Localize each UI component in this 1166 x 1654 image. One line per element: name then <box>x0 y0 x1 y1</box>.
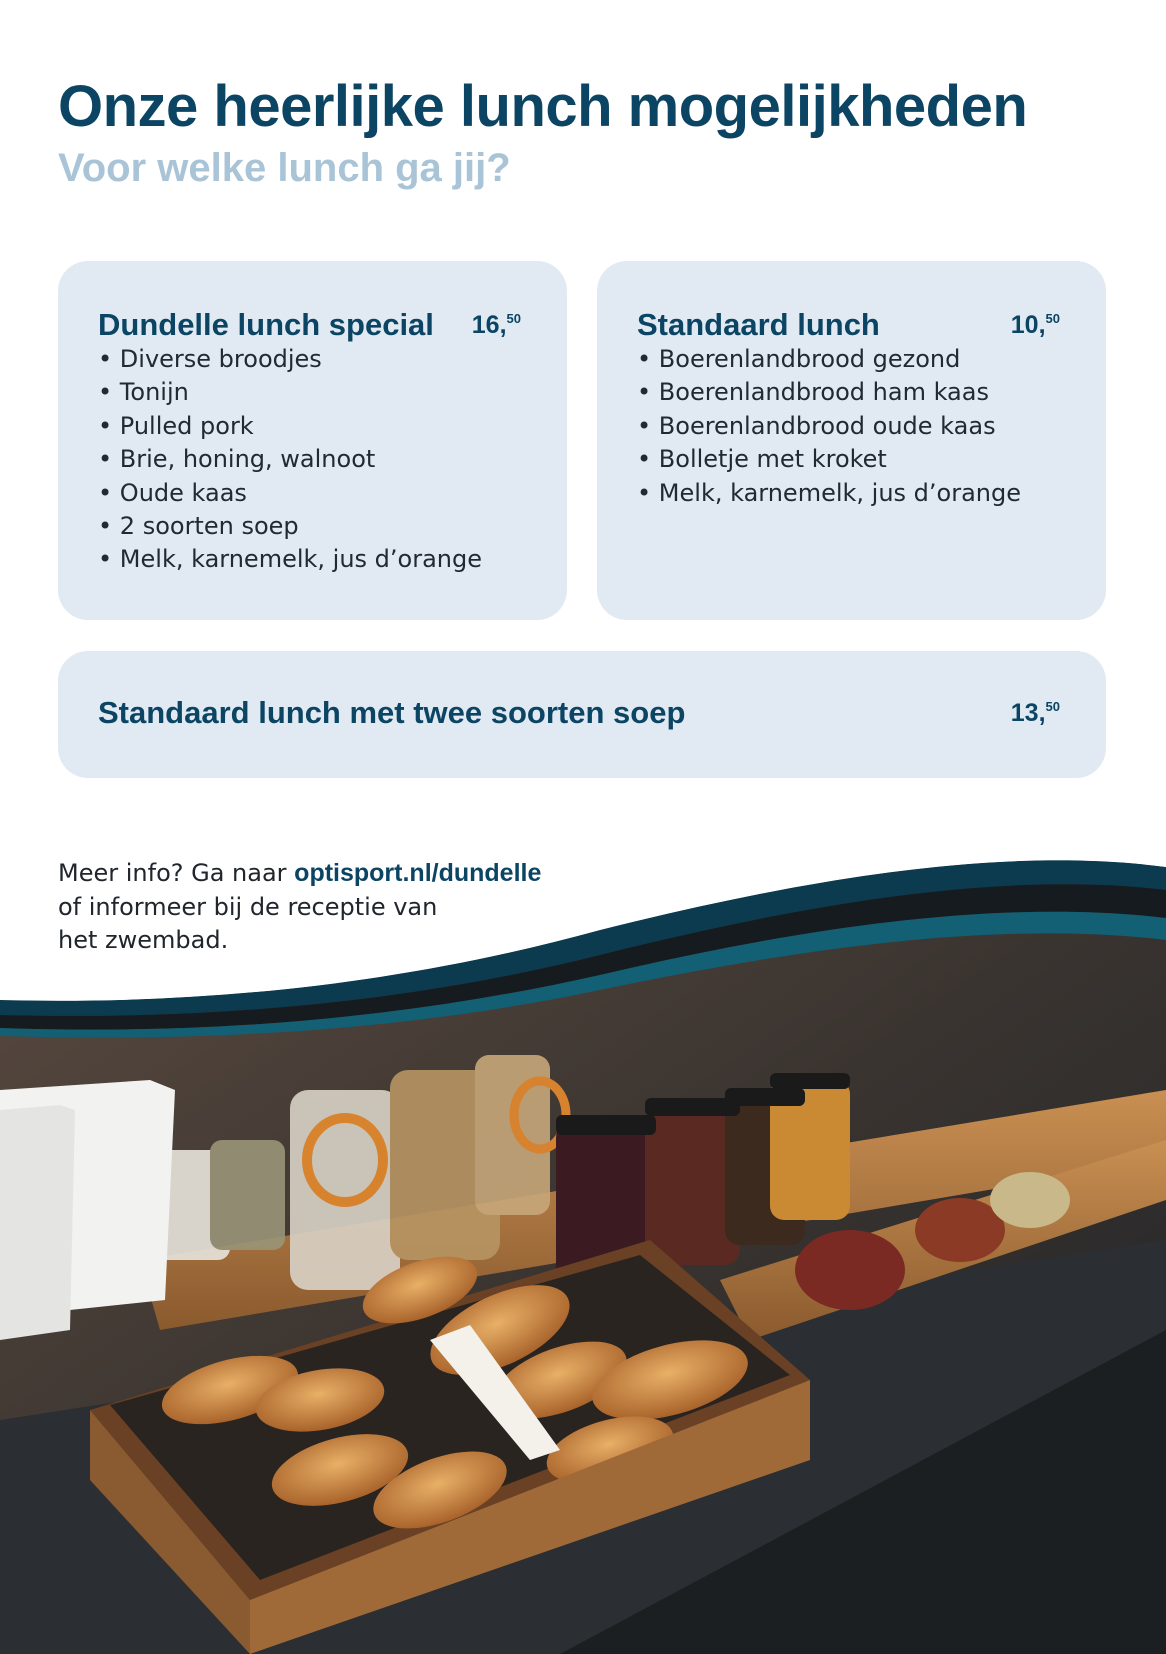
list-item: • Bolletje met kroket <box>637 443 1021 476</box>
info-text <box>58 857 541 958</box>
list-item: • Pulled pork <box>98 410 482 443</box>
list-item: • Boerenlandbrood ham kaas <box>637 376 1021 409</box>
list-item: • Tonijn <box>98 376 482 409</box>
website-link[interactable]: optisport.nl/dundelle <box>294 859 542 887</box>
list-item: • Boerenlandbrood gezond <box>637 343 1021 376</box>
page-title: Onze heerlijke lunch mogelijkheden <box>58 74 1028 139</box>
card-header <box>637 303 1060 347</box>
card-header <box>98 691 1060 735</box>
card-title: Dundelle lunch special <box>98 307 434 342</box>
lunch-card-soup <box>58 651 1106 778</box>
card-title: Standaard lunch met twee soorten soep <box>98 695 686 730</box>
price-cents: 50 <box>1045 699 1060 714</box>
price-main: 10, <box>1010 311 1046 339</box>
list-item: • Boerenlandbrood oude kaas <box>637 410 1021 443</box>
list-item: • Brie, honing, walnoot <box>98 443 482 476</box>
info-line-3: het zwembad. <box>58 926 229 954</box>
list-item: • Melk, karnemelk, jus d’orange <box>98 543 482 576</box>
list-item: • 2 soorten soep <box>98 510 482 543</box>
info-line-2: of informeer bij de receptie van <box>58 892 438 921</box>
breakfast-buffet-photo <box>0 860 1166 1654</box>
card-header <box>98 303 521 347</box>
info-prefix: Meer info? Ga naar <box>58 859 295 887</box>
list-item: • Melk, karnemelk, jus d’orange <box>637 477 1021 510</box>
price-cents: 50 <box>506 311 521 326</box>
price <box>1011 691 1060 739</box>
price-main: 13, <box>1010 699 1046 727</box>
list-item: • Oude kaas <box>98 477 482 510</box>
lunch-card-standard <box>597 261 1106 620</box>
list-item: • Diverse broodjes <box>98 343 482 376</box>
item-list <box>637 343 1021 510</box>
lunch-card-special <box>58 261 567 620</box>
item-list <box>98 343 482 577</box>
card-title: Standaard lunch <box>637 307 880 342</box>
page-subtitle: Voor welke lunch ga jij? <box>58 146 511 190</box>
price-main: 16, <box>471 311 507 339</box>
price-cents: 50 <box>1045 311 1060 326</box>
